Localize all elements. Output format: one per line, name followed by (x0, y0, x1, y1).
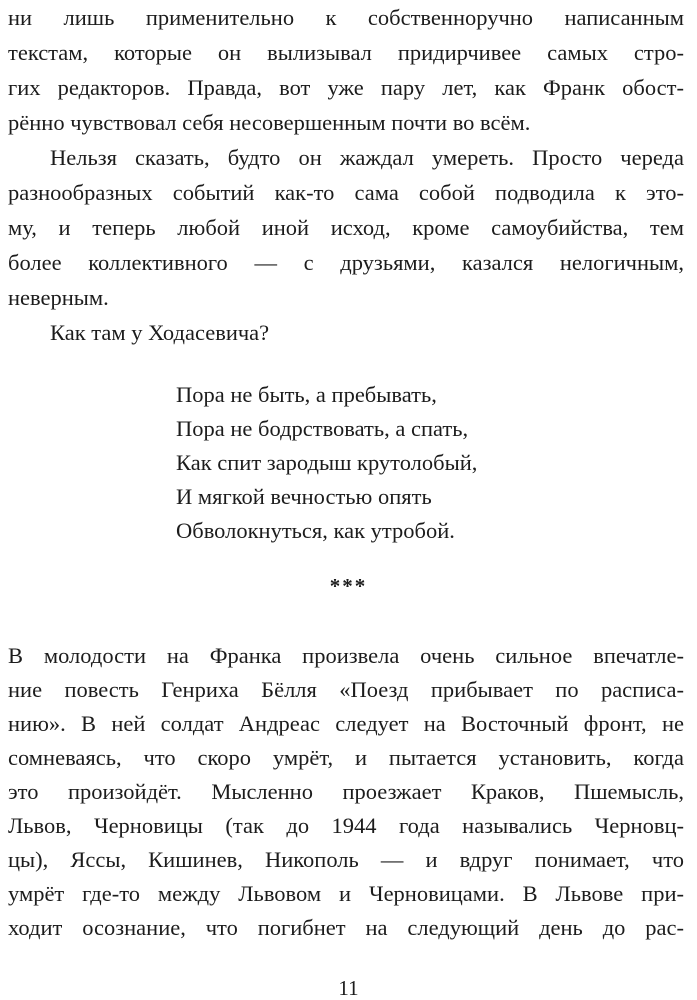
body-line: текстам, которые он вылизывал придирчивее самых стро- (8, 40, 684, 65)
body-line: гих редакторов. Правда, вот уже пару лет, как Франк обост- (8, 75, 684, 100)
body-line: это произойдёт. Мысленно проезжает Краков, Пшемысль, (8, 779, 684, 804)
body-line: Нельзя сказать, будто он жаждал умереть. Просто череда (50, 145, 684, 170)
poem-line: Пора не быть, а пребывать, (176, 382, 437, 407)
poem-line: Обволокнуться, как утробой. (176, 518, 455, 543)
body-line: разнообразных событий как-то сама собой подводила к это- (8, 180, 684, 205)
page-number: 11 (338, 976, 359, 1000)
section-separator: *** (329, 574, 368, 598)
body-line: Львов, Черновицы (так до 1944 года назывались Черновц- (8, 813, 684, 838)
poem-line: Как спит зародыш крутолобый, (176, 450, 478, 475)
body-line: ние повесть Генриха Бёлля «Поезд прибывает по расписа- (8, 677, 684, 702)
body-line: рённо чувствовал себя несовершенным почти во всём. (8, 110, 531, 135)
poem-line: Пора не бодрствовать, а спать, (176, 416, 469, 441)
body-line: сомневаясь, что скоро умрёт, и пытается установить, когда (8, 745, 684, 770)
body-line: более коллективного — с друзьями, казался нелогичным, (8, 250, 684, 275)
question-line: Как там у Ходасевича? (50, 320, 270, 345)
body-line: цы), Яссы, Кишинев, Никополь — и вдруг понимает, что (8, 847, 684, 872)
body-line: неверным. (8, 285, 109, 310)
body-line: В молодости на Франка произвела очень сильное впечатле- (8, 643, 684, 668)
body-line: ни лишь применительно к собственноручно написанным (8, 5, 684, 30)
body-line: умрёт где-то между Львовом и Черновицами. В Львове при- (8, 881, 684, 906)
body-line: му, и теперь любой иной исход, кроме самоубийства, тем (8, 215, 684, 240)
body-line: ходит осознание, что погибнет на следующий день до рас- (8, 915, 684, 940)
body-line: нию». В ней солдат Андреас следует на Восточный фронт, не (8, 711, 684, 736)
poem-line: И мягкой вечностью опять (176, 484, 432, 509)
